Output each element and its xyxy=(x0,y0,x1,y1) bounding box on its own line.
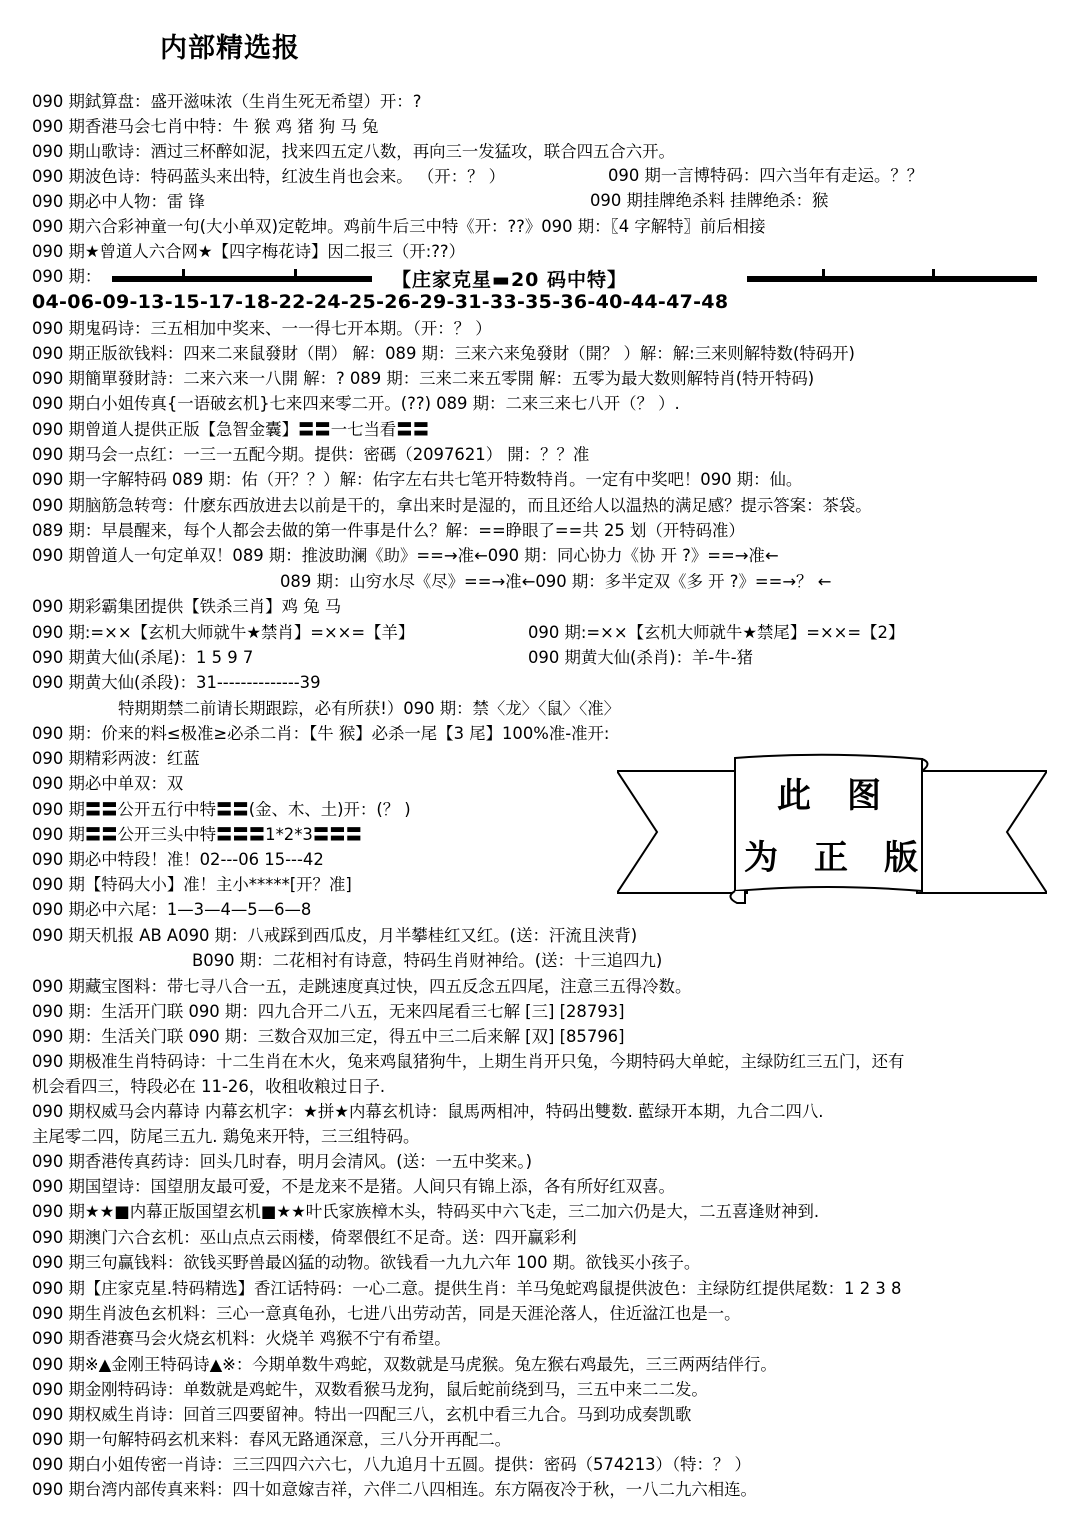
text-line: 090 期【特码大小】准！主小*****[开？准] xyxy=(32,875,352,894)
text-line: 090 期正版欲钱料：四来二来鼠發財（閈） 解：089 期：三来六来兔發財（開？ ）解：解:三来则解特数(特码开) xyxy=(32,344,855,363)
page-title: 内部精选报 xyxy=(160,33,300,64)
text-line: 090 期山歌诗：酒过三杯醉如泥，找来四五定八数，再向三一发猛攻，联合四五合六开。 xyxy=(32,142,675,161)
text-line: 090 期★★■内幕正版国望玄机■★★叶氏家族樟木头，特码买中六飞走，三二加六仍是大，二五喜逢财神到. xyxy=(32,1202,820,1221)
text-line: 089 期：早晨醒来，每个人都会去做的第一件事是什么？解：==睁眼了==共 25 划（开特码准） xyxy=(32,521,745,540)
text-line: 090 期生肖波色玄机料：三心一意真龟孙，七进八出劳动苦，同是天涯沦落人，住近湓江也是一。 xyxy=(32,1304,741,1323)
text-line: 090 期白小姐传密一肖诗：三三四四六六七，八九追月十五圆。提供：密码（574213）（特：？ ） xyxy=(32,1455,751,1474)
text-line: 090 期权威生肖诗：回首三四要留神。特出一四配三八，玄机中看三九合。马到功成奏凯歌 xyxy=(32,1405,692,1424)
text-line: 090 期曾道人提供正版【急智金囊】〓〓一七当看〓〓 xyxy=(32,420,430,439)
text-line: 090 期马会一点红：一三一五配今期。提供：密碼（2097621） 開：？？准 xyxy=(32,445,590,464)
text-line: 090 期:=××【玄机大师就牛★禁肖】=××=【羊】 xyxy=(32,623,415,642)
text-line: 090 期※▲金刚王特码诗▲※：今期单数牛鸡蛇，双数就是马虎猴。兔左猴右鸡最先，三三两两结伴行。 xyxy=(32,1355,777,1374)
text-line: 090 期黄大仙(杀尾)：1 5 9 7 xyxy=(32,648,254,667)
text-line: 090 期脑筋急转弯：什麽东西放进去以前是干的，拿出来时是湿的，而且还给人以温热的满足感？提示答案：茶袋。 xyxy=(32,496,872,515)
text-line: 090 期天机报 AB A090 期：八戒踩到西瓜皮，月半攀桂红又红。(送：汗流且浃背) xyxy=(32,926,638,945)
text-line: 090 期【庄家克星.特码精选】香江话特码：一心二意。提供生肖：羊马兔蛇鸡鼠提供波色：主绿防红提供尾数：1 2 3 8 xyxy=(32,1279,902,1298)
text-line: 090 期权威马会内幕诗 内幕玄机字：★拼★内幕玄机诗：鼠馬两相冲，特码出雙数. 藍绿开本期，九合二四八. xyxy=(32,1102,824,1121)
text-line: 04-06-09-13-15-17-18-22-24-25-26-29-31-33-35-36-40-44-47-48 xyxy=(32,291,729,313)
text-line: 090 期曾道人一句定单双！089 期：推波助澜《助》==→准←090 期：同心协力《协 开 ?》==→准← xyxy=(32,546,779,565)
text-line: 090 期：生活开门联 090 期：四九合开二八五，无来四尾看三七解 [三] [28793] xyxy=(32,1002,625,1021)
text-line: B090 期：二花相衬有诗意，特码生肖财神给。(送：十三追四九) xyxy=(192,951,663,970)
text-line: 090 期澳门六合玄机：巫山点点云雨楼，倚翠偎红不足奇。送：四开赢彩利 xyxy=(32,1228,577,1247)
right-item: 090 期一言博特码：四六当年有走运。？？ xyxy=(608,166,924,185)
right-item: 090 期挂牌绝杀料 挂牌绝杀：猴 xyxy=(590,191,829,210)
text-line: 090 期必中六尾：1—3—4—5—6—8 xyxy=(32,900,312,919)
text-line: 090 期鬼码诗：三五相加中奖来、一一得七开本期。（开：？ ） xyxy=(32,319,492,338)
text-line: 089 期：山穷水尽《尽》==→准←090 期：多半定双《多 开 ?》==→？ ← xyxy=(280,572,832,591)
text-line: 090 期〓〓公开三头中特〓〓〓1*2*3〓〓〓 xyxy=(32,825,363,844)
scroll-text-line2: 为正版 xyxy=(744,838,954,878)
text-line: 特期期禁二前请长期跟踪，必有所获!）090 期：禁〈龙〉〈鼠〉〈准〉 xyxy=(118,699,620,718)
text-line: 090 期白小姐传真{一语破玄机}七来四来零二开。(??) 089 期：二来三来七八开（？ ）. xyxy=(32,394,680,413)
text-line: 090 期簡單發財詩：二来六来一八開 解：? 089 期：三来二来五零開 解：五零为最大数则解特肖(特开特码) xyxy=(32,369,815,388)
text-line: 090 期香港传真药诗：回头几时春，明月会清风。(送：一五中奖来。) xyxy=(32,1152,533,1171)
text-line: 090 期波色诗：特码蓝头来出特，红波生肖也会来。 （开：？ ） xyxy=(32,167,506,186)
text-line: 090 期精彩两波：红蓝 xyxy=(32,749,200,768)
right-item: 090 期:=××【玄机大师就牛★禁尾】=××=【2】 xyxy=(528,623,905,642)
text-line: 090 期台湾内部传真来料：四十如意嫁吉祥，六伴二八四相连。东方隔夜冷于秋，一八二九六相连。 xyxy=(32,1480,757,1499)
text-line: 090 期黄大仙(杀段)：31--------------39 xyxy=(32,673,321,692)
text-line: 主尾零二四，防尾三五九. 鶏兔来开特，三三组特码。 xyxy=(32,1127,420,1146)
right-item: 090 期黄大仙(杀肖)：羊-牛-猪 xyxy=(528,648,754,667)
banner xyxy=(32,265,1042,291)
text-line: 090 期六合彩神童一句(大小单双)定乾坤。鸡前牛后三中特《开：??》090 期：〖4 字解特〗前后相接 xyxy=(32,217,766,236)
text-line: 090 期香港马会七肖中特：牛 猴 鸡 猪 狗 马 兔 xyxy=(32,117,379,136)
text-line: 090 期藏宝图料：带七寻八合一五，走跳速度真过快，四五反念五四尾，注意三五得冷数。 xyxy=(32,977,692,996)
scroll-text-line1: 此图 xyxy=(777,776,917,816)
text-line: 090 期： xyxy=(32,267,102,286)
text-line: 090 期三句赢钱料：欲钱买野兽最凶猛的动物。欲钱看一九九六年 100 期。欲钱买小孩子。 xyxy=(32,1253,701,1272)
text-line: 090 期极准生肖特码诗：十二生肖在木火，兔来鸡鼠猪狗牛，上期生肖开只兔，今期特码大单蛇，主绿防红三五门，还有 xyxy=(32,1052,905,1071)
text-line: 090 期★曾道人六合网★【四字梅花诗】因二报三（开:??） xyxy=(32,242,466,261)
text-line: 090 期彩霸集团提供【铁杀三肖】鸡 兔 马 xyxy=(32,597,342,616)
text-line: 090 期〓〓公开五行中特〓〓(金、木、土)开：(？ ) xyxy=(32,800,411,819)
text-line: 090 期一字解特码 089 期：佑（开？？）解：佑字左右共七笔开特数特肖。一定有中奖吧！090 期：仙。 xyxy=(32,470,803,489)
banner-text: 【庄家克星▬20 码中特】 xyxy=(392,269,628,291)
text-line: 090 期必中人物：雷 锋 xyxy=(32,192,205,211)
text-line: 090 期：价来的料≤极准≥必杀二肖：【牛 猴】必杀一尾【3 尾】100%准-准开: xyxy=(32,724,610,743)
text-line: 090 期金刚特码诗：单数就是鸡蛇牛，双数看猴马龙狗，鼠后蛇前绕到马，三五中来二二发。 xyxy=(32,1380,708,1399)
text-line: 090 期必中单双：双 xyxy=(32,774,184,793)
text-line: 090 期鉽算盘：盛开滋味浓（生肖生死无希望）开：? xyxy=(32,92,422,111)
text-line: 090 期一句解特码玄机来料：春风无路通深意，三八分开再配二。 xyxy=(32,1430,512,1449)
text-line: 机会看四三，特段必在 11-26，收租收粮过日子. xyxy=(32,1077,386,1096)
text-line: 090 期：生活关门联 090 期：三数合双加三定，得五中三二后来解 [双] [85796] xyxy=(32,1027,625,1046)
text-line: 090 期国望诗：国望朋友最可爱，不是龙来不是猪。人间只有锦上添，各有所好红双喜。 xyxy=(32,1177,675,1196)
text-line: 090 期香港赛马会火烧玄机料：火烧羊 鸡猴不宁有希望。 xyxy=(32,1329,451,1348)
text-line: 090 期必中特段！准！02---06 15---42 xyxy=(32,850,324,869)
